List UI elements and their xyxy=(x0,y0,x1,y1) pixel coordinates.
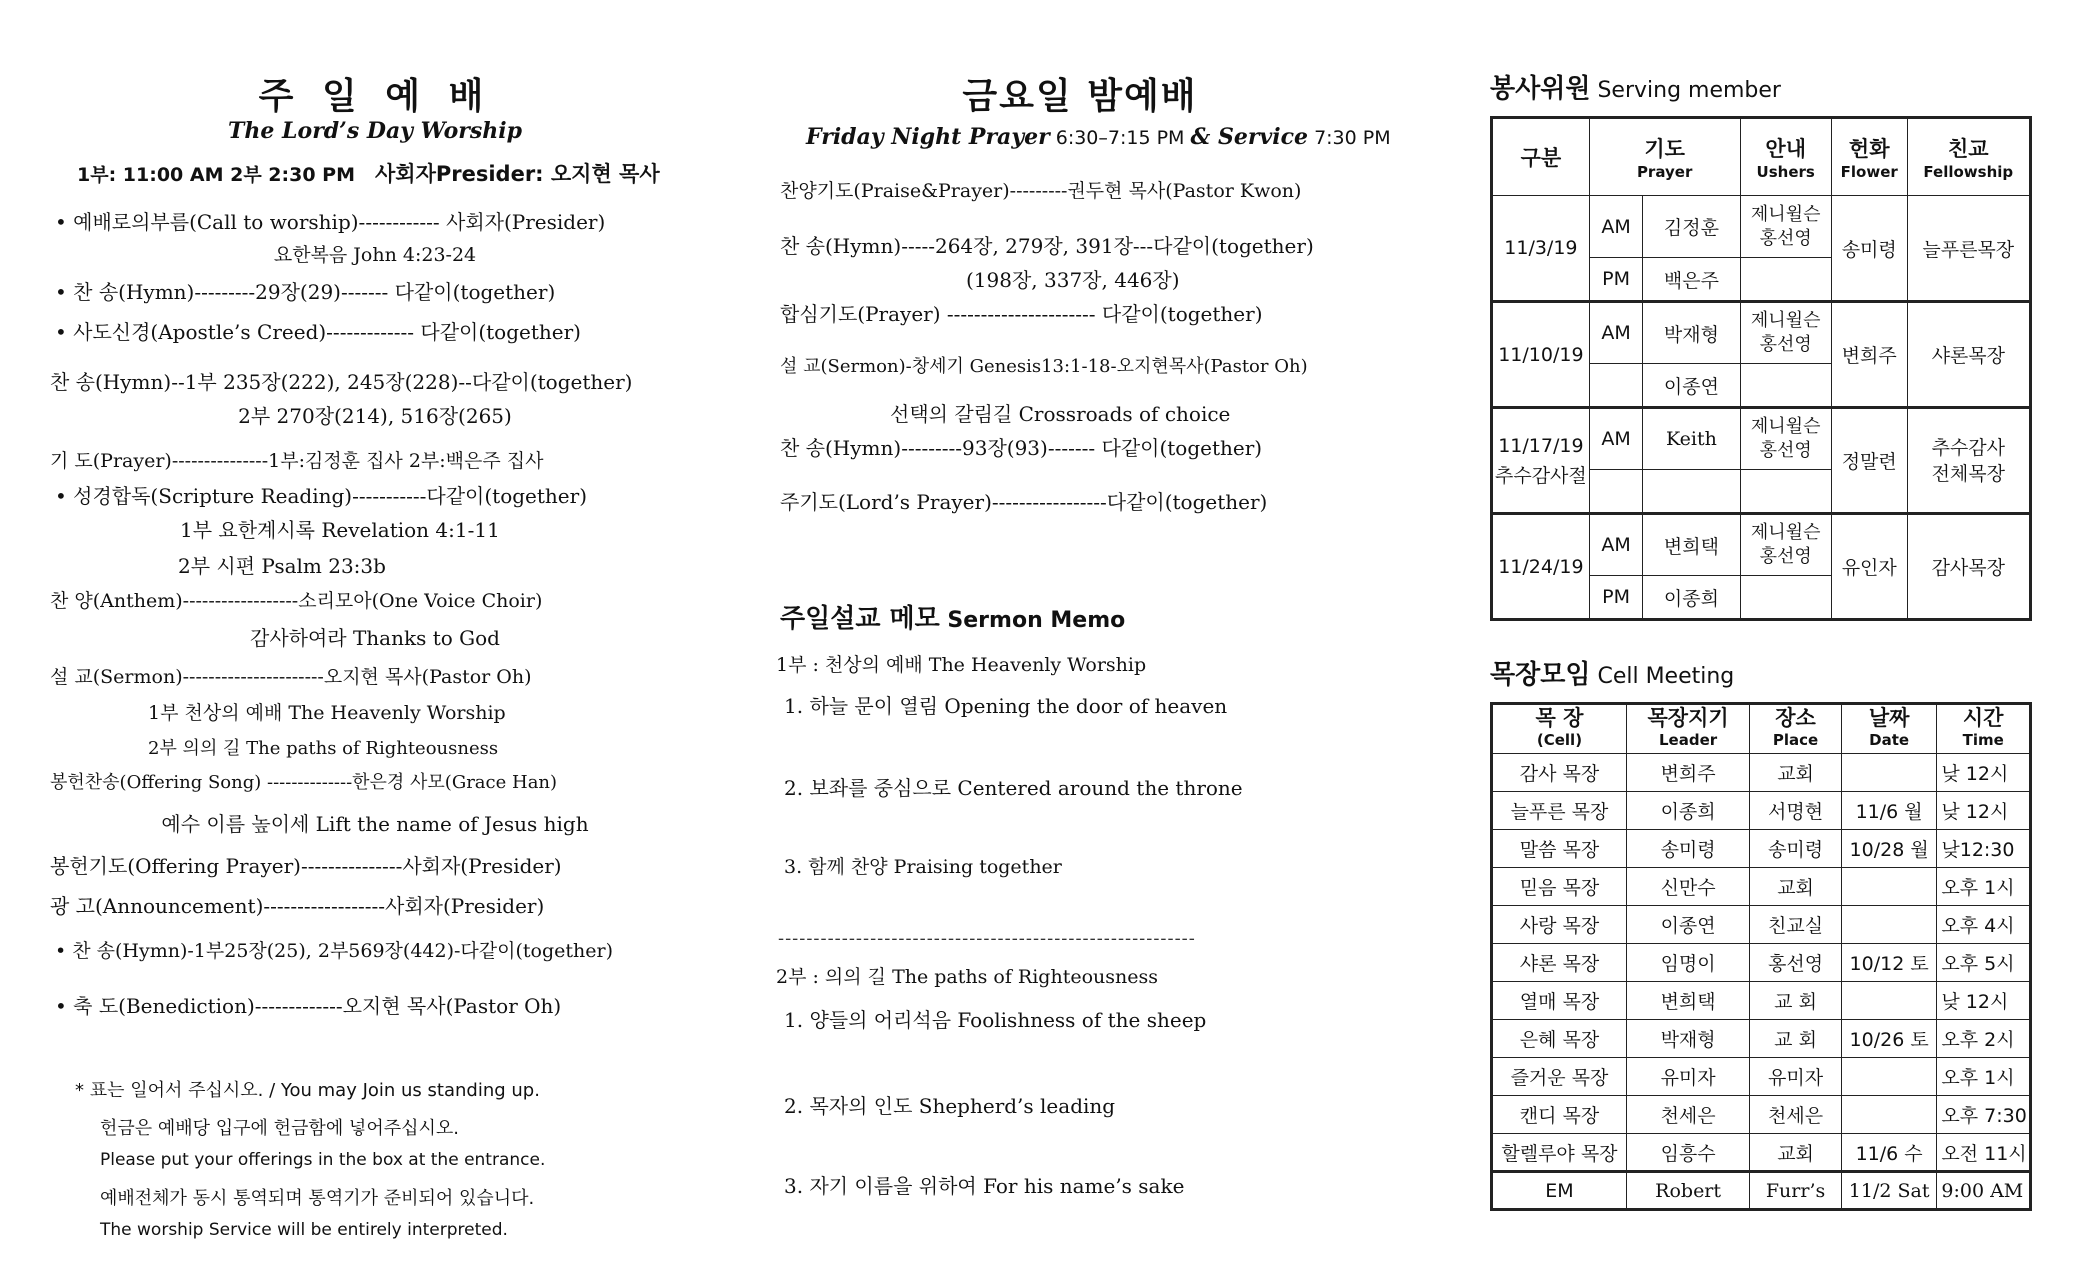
serving-row-am xyxy=(1492,408,2031,470)
ushers xyxy=(1740,514,1831,576)
friday-sermon: 설 교(Sermon)-창세기 Genesis13:1-18-오지현목사(Pastor Oh) xyxy=(780,356,1308,377)
serving-title: 봉사위원 xyxy=(1490,74,1591,104)
usher-1: 제니윌슨 xyxy=(1750,203,1821,225)
fellowship xyxy=(1907,408,2030,514)
cell-place: 송미령 xyxy=(1750,830,1842,868)
header-place xyxy=(1750,704,1842,754)
sermon-memo-title-en: Sermon Memo xyxy=(939,608,1126,633)
header-time-ko: 시간 xyxy=(1962,706,2004,730)
pm-ushers xyxy=(1740,258,1831,302)
header-time xyxy=(1937,704,2031,754)
cell-heading xyxy=(1490,654,1734,691)
usher-2: 홍선영 xyxy=(1759,227,1812,249)
cell-leader: 임명이 xyxy=(1626,944,1749,982)
order-prayer: 기 도(Prayer)---------------1부:김정훈 집사 2부:백은주 집사 xyxy=(50,450,544,472)
am-prayer: Keith xyxy=(1643,408,1740,470)
order-hymn-2-second: 2부 270장(214), 516장(265) xyxy=(238,404,512,428)
cell-header-row xyxy=(1492,704,2031,754)
serving-row-am xyxy=(1492,196,2031,258)
table-row xyxy=(1492,868,2031,906)
cell-table xyxy=(1490,702,2032,1211)
cell-date: 11/6 수 xyxy=(1841,1134,1937,1172)
cell-place: 유미자 xyxy=(1750,1058,1842,1096)
cell-date xyxy=(1841,868,1937,906)
cell-date xyxy=(1841,1058,1937,1096)
memo-divider: ----------------------------------------------------------- xyxy=(778,928,1196,949)
friday-hymn-2: 찬 송(Hymn)---------93장(93)------- 다같이(together) xyxy=(780,436,1263,460)
sunday-title: 주 일 예 배 xyxy=(258,76,492,117)
cell-leader: Robert xyxy=(1626,1172,1749,1210)
cell-name: 사랑 목장 xyxy=(1492,906,1627,944)
memo-second-point-1: 1. 양들의 어리석음 Foolishness of the sheep xyxy=(784,1008,1207,1032)
header-ushers-ko: 안내 xyxy=(1765,137,1806,161)
friday-subtitle-service: & Service xyxy=(1190,124,1309,150)
cell-place: 친교실 xyxy=(1750,906,1842,944)
pm-prayer xyxy=(1643,470,1740,514)
header-prayer xyxy=(1589,118,1740,196)
week-date-text: 11/17/19 xyxy=(1498,434,1584,457)
service-times: 1부: 11:00 AM 2부 2:30 PM xyxy=(77,164,356,186)
cell-name: 은혜 목장 xyxy=(1492,1020,1627,1058)
serving-row-am xyxy=(1492,302,2031,364)
cell-leader: 송미령 xyxy=(1626,830,1749,868)
cell-time: 오후 5시 xyxy=(1937,944,2031,982)
cell-date: 10/12 토 xyxy=(1841,944,1937,982)
cell-leader: 천세은 xyxy=(1626,1096,1749,1134)
header-time-en: Time xyxy=(1962,731,2004,749)
flower: 정말련 xyxy=(1831,408,1907,514)
order-scripture-2: 2부 시편 Psalm 23:3b xyxy=(178,554,386,578)
cell-place: Furr’s xyxy=(1750,1172,1842,1210)
table-row xyxy=(1492,944,2031,982)
pm-label: PM xyxy=(1589,258,1643,302)
cell-place: 교 회 xyxy=(1750,982,1842,1020)
week-date: 11/24/19 xyxy=(1492,514,1590,620)
order-scripture-1: 1부 요한계시록 Revelation 4:1-11 xyxy=(180,518,500,542)
pm-label xyxy=(1589,470,1643,514)
header-fellowship xyxy=(1907,118,2030,196)
cell-date: 10/28 월 xyxy=(1841,830,1937,868)
usher-1: 제니윌슨 xyxy=(1750,416,1821,437)
friday-prayer: 합심기도(Prayer) ---------------------- 다같이(together) xyxy=(780,302,1263,326)
note-offering-en: Please put your offerings in the box at the entrance. xyxy=(100,1150,546,1170)
cell-name: 믿음 목장 xyxy=(1492,868,1627,906)
cell-leader: 이종연 xyxy=(1626,906,1749,944)
order-closing-hymn: • 찬 송(Hymn)-1부25장(25), 2부569장(442)-다같이(together) xyxy=(55,940,613,962)
cell-place: 서명현 xyxy=(1750,792,1842,830)
cell-place: 교 회 xyxy=(1750,1020,1842,1058)
week-date: 11/10/19 xyxy=(1492,302,1590,408)
cell-time: 오후 4시 xyxy=(1937,906,2031,944)
fellowship-line-1: 추수감사 xyxy=(1931,436,2005,459)
order-call-scripture: 요한복음 John 4:23-24 xyxy=(273,244,477,266)
order-sermon-2: 2부 의의 길 The paths of Righteousness xyxy=(148,738,499,759)
header-date-en: Date xyxy=(1869,731,1910,749)
cell-name: 감사 목장 xyxy=(1492,754,1627,792)
header-ushers xyxy=(1740,118,1831,196)
cell-time: 9:00 AM xyxy=(1937,1172,2031,1210)
table-row xyxy=(1492,754,2031,792)
cell-leader: 박재형 xyxy=(1626,1020,1749,1058)
cell-leader: 변희택 xyxy=(1626,982,1749,1020)
fellowship: 샤론목장 xyxy=(1907,302,2030,408)
cell-time: 낮 12시 xyxy=(1937,982,2031,1020)
header-leader-ko: 목장지기 xyxy=(1647,706,1729,730)
note-offering-ko: 헌금은 예배당 입구에 헌금함에 넣어주십시오. xyxy=(100,1118,459,1139)
note-interpretation-en: The worship Service will be entirely interpreted. xyxy=(100,1220,508,1240)
fellowship-line-2: 전체목장 xyxy=(1931,462,2005,485)
header-date xyxy=(1841,704,1937,754)
usher-1: 제니윌슨 xyxy=(1750,310,1821,331)
order-benediction: • 축 도(Benediction)-------------오지현 목사(Pastor Oh) xyxy=(55,994,562,1018)
cell-title-en: Cell Meeting xyxy=(1590,664,1735,689)
cell-date: 11/6 월 xyxy=(1841,792,1937,830)
cell-time: 낮 12시 xyxy=(1937,792,2031,830)
order-offering-song: 봉헌찬송(Offering Song) --------------한은경 사모(Grace Han) xyxy=(50,772,558,793)
table-row xyxy=(1492,906,2031,944)
order-anthem-title: 감사하여라 Thanks to God xyxy=(250,626,500,650)
table-row xyxy=(1492,1058,2031,1096)
header-fellowship-en: Fellowship xyxy=(1923,163,2014,181)
table-row xyxy=(1492,1134,2031,1172)
cell-place: 교회 xyxy=(1750,868,1842,906)
table-row xyxy=(1492,982,2031,1020)
am-label: AM xyxy=(1589,302,1643,364)
header-flower xyxy=(1831,118,1907,196)
serving-heading xyxy=(1490,68,1781,105)
table-row xyxy=(1492,1020,2031,1058)
friday-praise-prayer: 찬양기도(Praise&Prayer)---------권두현 목사(Pastor Kwon) xyxy=(780,180,1302,202)
cell-time: 오후 1시 xyxy=(1937,1058,2031,1096)
header-date-ko: 날짜 xyxy=(1868,706,1910,730)
pm-prayer: 이종연 xyxy=(1643,364,1740,408)
friday-lords-prayer: 주기도(Lord’s Prayer)-----------------다같이(together) xyxy=(780,490,1268,514)
header-cell-en: (Cell) xyxy=(1536,731,1583,749)
cell-name: EM xyxy=(1492,1172,1627,1210)
pm-prayer: 백은주 xyxy=(1643,258,1740,302)
note-interpretation-ko: 예배전체가 동시 통역되며 통역기가 준비되어 있습니다. xyxy=(100,1188,535,1209)
usher-2: 홍선영 xyxy=(1759,440,1812,461)
memo-first-point-3: 3. 함께 찬양 Praising together xyxy=(784,856,1062,878)
cell-time: 오후 2시 xyxy=(1937,1020,2031,1058)
header-ushers-en: Ushers xyxy=(1756,163,1815,181)
table-row xyxy=(1492,792,2031,830)
cell-leader: 변희주 xyxy=(1626,754,1749,792)
order-announcement: 광 고(Announcement)------------------사회자(Presider) xyxy=(50,894,545,918)
friday-subtitle xyxy=(806,124,1391,150)
header-leader xyxy=(1626,704,1749,754)
cell-date xyxy=(1841,754,1937,792)
cell-name: 열매 목장 xyxy=(1492,982,1627,1020)
memo-second-point-3: 3. 자기 이름을 위하여 For his name’s sake xyxy=(784,1174,1185,1198)
note-standing: * 표는 일어서 주십시오. / You may Join us standing up. xyxy=(75,1080,540,1101)
cell-date xyxy=(1841,1096,1937,1134)
am-prayer: 변희택 xyxy=(1643,514,1740,576)
usher-2: 홍선영 xyxy=(1759,546,1812,567)
cell-time: 오전 11시 xyxy=(1937,1134,2031,1172)
cell-name: 말씀 목장 xyxy=(1492,830,1627,868)
serving-table xyxy=(1490,116,2032,621)
usher-1: 제니윌슨 xyxy=(1750,522,1821,543)
ushers xyxy=(1740,408,1831,470)
cell-time: 낮 12시 xyxy=(1937,754,2031,792)
table-row xyxy=(1492,1096,2031,1134)
am-label: AM xyxy=(1589,408,1643,470)
header-fellowship-ko: 친교 xyxy=(1947,137,1989,161)
sermon-memo-title: 주일설교 메모 xyxy=(780,604,940,634)
order-offering-prayer: 봉헌기도(Offering Prayer)---------------사회자(Presider) xyxy=(50,854,562,878)
header-leader-en: Leader xyxy=(1659,731,1718,749)
order-sermon: 설 교(Sermon)----------------------오지현 목사(Pastor Oh) xyxy=(50,666,532,688)
cell-leader: 유미자 xyxy=(1626,1058,1749,1096)
memo-second-service: 2부 : 의의 길 The paths of Righteousness xyxy=(776,966,1158,988)
cell-leader: 이종희 xyxy=(1626,792,1749,830)
fellowship: 늘푸른목장 xyxy=(1907,196,2030,302)
order-anthem: 찬 양(Anthem)------------------소리모아(One Voice Choir) xyxy=(50,590,543,612)
cell-title: 목장모임 xyxy=(1490,660,1591,690)
friday-hymn-alt: (198장, 337장, 446장) xyxy=(966,268,1180,292)
memo-first-point-2: 2. 보좌를 중심으로 Centered around the throne xyxy=(784,776,1243,800)
memo-first-service: 1부 : 천상의 예배 The Heavenly Worship xyxy=(776,654,1147,676)
pm-label xyxy=(1589,364,1643,408)
week-date xyxy=(1492,408,1590,514)
cell-place: 천세은 xyxy=(1750,1096,1842,1134)
cell-place: 홍선영 xyxy=(1750,944,1842,982)
header-cell xyxy=(1492,704,1627,754)
serving-row-am xyxy=(1492,514,2031,576)
order-apostles-creed: • 사도신경(Apostle’s Creed)------------- 다같이(together) xyxy=(55,320,581,344)
am-prayer: 박재형 xyxy=(1643,302,1740,364)
sunday-subtitle: The Lord’s Day Worship xyxy=(228,118,522,144)
header-place-en: Place xyxy=(1772,731,1819,749)
memo-first-point-1: 1. 하늘 문이 열림 Opening the door of heaven xyxy=(784,694,1228,718)
header-flower-ko: 헌화 xyxy=(1848,137,1890,161)
pm-label: PM xyxy=(1589,576,1643,620)
serving-header-row xyxy=(1492,118,2031,196)
pm-ushers xyxy=(1740,364,1831,408)
order-scripture-reading: • 성경합독(Scripture Reading)-----------다같이(together) xyxy=(55,484,588,508)
pm-ushers xyxy=(1740,576,1831,620)
am-label: AM xyxy=(1589,514,1643,576)
table-row xyxy=(1492,830,2031,868)
cell-name: 샤론 목장 xyxy=(1492,944,1627,982)
header-flower-en: Flower xyxy=(1840,163,1898,181)
ushers xyxy=(1740,302,1831,364)
order-sermon-1: 1부 천상의 예배 The Heavenly Worship xyxy=(148,702,506,724)
header-prayer-en: Prayer xyxy=(1636,163,1693,181)
friday-prayer-time: 6:30–7:15 PM xyxy=(1049,127,1191,149)
cell-date xyxy=(1841,982,1937,1020)
am-prayer: 김정훈 xyxy=(1643,196,1740,258)
cell-leader: 신만수 xyxy=(1626,868,1749,906)
cell-time: 오후 7:30 xyxy=(1937,1096,2031,1134)
cell-table-body xyxy=(1492,754,2031,1210)
flower: 변희주 xyxy=(1831,302,1907,408)
cell-place: 교회 xyxy=(1750,1134,1842,1172)
friday-sermon-title: 선택의 갈림길 Crossroads of choice xyxy=(890,402,1231,426)
header-cell-ko: 목 장 xyxy=(1535,706,1584,730)
week-holiday: 추수감사절 xyxy=(1495,464,1587,487)
cell-name: 늘푸른 목장 xyxy=(1492,792,1627,830)
serving-title-en: Serving member xyxy=(1590,78,1781,103)
cell-name: 즐거운 목장 xyxy=(1492,1058,1627,1096)
cell-leader: 임흥수 xyxy=(1626,1134,1749,1172)
am-label: AM xyxy=(1589,196,1643,258)
flower: 유인자 xyxy=(1831,514,1907,620)
cell-date xyxy=(1841,906,1937,944)
cell-date: 10/26 토 xyxy=(1841,1020,1937,1058)
header-category: 구분 xyxy=(1492,118,1590,196)
pm-ushers xyxy=(1740,470,1831,514)
usher-2: 홍선영 xyxy=(1759,334,1812,355)
cell-name: 캔디 목장 xyxy=(1492,1096,1627,1134)
fellowship: 감사목장 xyxy=(1907,514,2030,620)
pm-prayer: 이종희 xyxy=(1643,576,1740,620)
flower: 송미령 xyxy=(1831,196,1907,302)
ushers xyxy=(1740,196,1831,258)
friday-hymn: 찬 송(Hymn)-----264장, 279장, 391장---다같이(together) xyxy=(780,234,1314,258)
header-place-ko: 장소 xyxy=(1775,706,1816,730)
order-hymn-2: 찬 송(Hymn)--1부 235장(222), 245장(228)--다같이(together) xyxy=(50,370,633,394)
cell-time: 낮12:30 xyxy=(1937,830,2031,868)
friday-subtitle-prayer: Friday Night Prayer xyxy=(806,124,1050,150)
memo-second-point-2: 2. 목자의 인도 Shepherd’s leading xyxy=(784,1094,1116,1118)
cell-name: 할렐루야 목장 xyxy=(1492,1134,1627,1172)
friday-service-time: 7:30 PM xyxy=(1308,127,1391,149)
presider: 사회자Presider: 오지현 목사 xyxy=(375,162,660,186)
order-call-to-worship: • 예배로의부름(Call to worship)------------ 사회자(Presider) xyxy=(55,210,606,234)
sermon-memo-heading xyxy=(780,598,1125,635)
cell-date: 11/2 Sat xyxy=(1841,1172,1937,1210)
order-offering-song-title: 예수 이름 높이세 Lift the name of Jesus high xyxy=(161,812,589,836)
friday-title: 금요일 밤예배 xyxy=(962,76,1198,117)
order-hymn-1: • 찬 송(Hymn)---------29장(29)------- 다같이(together) xyxy=(55,280,556,304)
cell-place: 교회 xyxy=(1750,754,1842,792)
cell-time: 오후 1시 xyxy=(1937,868,2031,906)
header-prayer-ko: 기도 xyxy=(1644,137,1685,161)
table-row xyxy=(1492,1172,2031,1210)
week-date: 11/3/19 xyxy=(1492,196,1590,302)
